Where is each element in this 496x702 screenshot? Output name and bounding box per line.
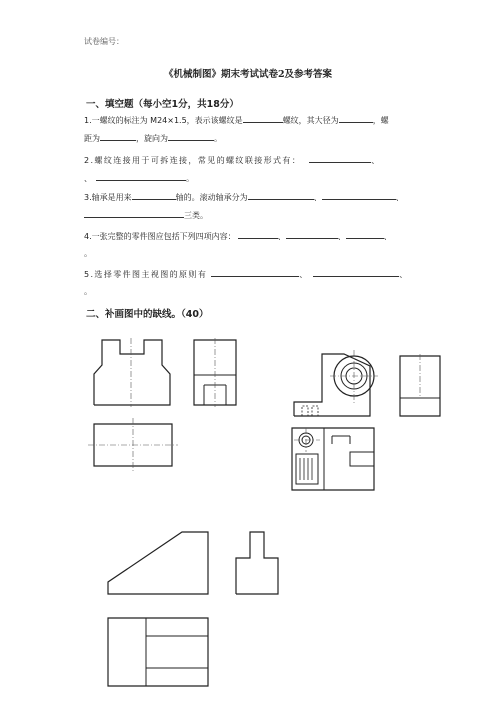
q3-text-d: 、 <box>395 193 404 202</box>
document-title: 《机械制图》期末考试试卷2及参考答案 <box>163 69 333 80</box>
question-1-line-1 <box>84 114 389 127</box>
q1-blank-2[interactable] <box>339 114 373 123</box>
q4-text-e: 。 <box>84 249 92 258</box>
section-1-heading: 一、填空题（每小空1分，共18分） <box>86 99 239 110</box>
q5-blank-2[interactable] <box>313 268 399 277</box>
q4-blank-1[interactable] <box>238 230 278 239</box>
q3-blank-2[interactable] <box>248 191 314 200</box>
question-2-line-2 <box>84 172 194 185</box>
q1-text-a: 1.一螺纹的标注为 M24×1.5，表示该螺纹是 <box>84 116 243 125</box>
q2-text-a: 2.螺纹连接用于可拆连接，常见的螺纹联接形式有： <box>84 156 302 165</box>
q2-blank-2[interactable] <box>96 172 186 181</box>
question-5-line-1 <box>84 268 407 281</box>
q1-blank-4[interactable] <box>168 132 214 141</box>
q1-text-b: 螺纹，其大径为 <box>282 116 339 125</box>
q1-text-e: ，旋向为 <box>136 134 168 143</box>
q3-text-e: 三类。 <box>184 211 208 220</box>
section-2-heading: 二、补画图中的缺线。（40） <box>86 309 209 320</box>
question-4-line-1 <box>84 230 392 243</box>
q5-text-c: 、 <box>399 270 408 279</box>
question-4-line-2 <box>84 248 92 260</box>
q4-text-d: 、 <box>383 232 392 241</box>
q1-blank-1[interactable] <box>243 114 283 123</box>
drawing-1-side-view <box>192 338 238 408</box>
drawing-2-hidden-slot-1 <box>302 406 308 416</box>
drawing-1-top-view <box>88 418 178 472</box>
q3-blank-3[interactable] <box>322 191 396 200</box>
q3-text-a: 3.轴承是用来 <box>84 193 132 202</box>
q3-text-c: 、 <box>313 193 322 202</box>
q4-text-c: 、 <box>337 232 346 241</box>
drawing-3-top-outline <box>108 618 208 686</box>
question-1-line-2 <box>84 132 222 145</box>
q2-text-b: 、 <box>371 156 380 165</box>
drawing-3-top-notch <box>146 636 208 668</box>
q4-text-b: 、 <box>277 232 286 241</box>
question-3-line-1 <box>84 191 404 204</box>
q5-text-b: 、 <box>299 270 308 279</box>
exam-number-label: 试卷编号： <box>84 37 124 46</box>
drawing-3-side-outline <box>236 532 278 594</box>
q2-blank-1[interactable] <box>309 154 371 163</box>
q1-blank-3[interactable] <box>100 132 136 141</box>
q5-text-d: 。 <box>84 287 92 296</box>
q2-text-d: 。 <box>186 174 194 183</box>
drawing-3-side-view <box>232 528 282 598</box>
drawing-2-side-view <box>398 354 444 420</box>
q3-blank-1[interactable] <box>132 191 176 200</box>
drawing-2-top-boss <box>296 454 318 484</box>
question-3-line-2 <box>84 209 208 222</box>
question-5-line-2 <box>84 286 92 298</box>
question-2-line-1 <box>84 154 379 167</box>
drawing-3-top-view <box>104 614 212 690</box>
drawing-3-front-outline <box>108 532 208 594</box>
q4-blank-3[interactable] <box>346 230 384 239</box>
q3-blank-4[interactable] <box>84 209 184 218</box>
q1-text-d: 距为 <box>84 134 100 143</box>
q2-text-c: 、 <box>84 174 92 183</box>
q1-text-f: 。 <box>214 134 222 143</box>
q5-text-a: 5.选择零件图主视图的原则有 <box>84 270 208 279</box>
drawing-1-front-outline <box>94 340 170 405</box>
q3-text-b: 轴的。滚动轴承分为 <box>175 193 248 202</box>
drawing-3-front-view <box>104 528 212 598</box>
q5-blank-1[interactable] <box>211 268 299 277</box>
drawing-1-front-view <box>92 338 176 408</box>
q1-text-c: ，螺 <box>372 116 389 125</box>
drawing-2-top-slot <box>350 452 374 466</box>
drawing-2-hidden-slot-2 <box>312 406 318 416</box>
drawing-2-top-view <box>288 424 382 492</box>
q4-blank-2[interactable] <box>286 230 338 239</box>
q4-text-a: 4.一张完整的零件图应包括下列四项内容： <box>84 232 236 241</box>
drawing-2-front-view <box>290 344 386 418</box>
